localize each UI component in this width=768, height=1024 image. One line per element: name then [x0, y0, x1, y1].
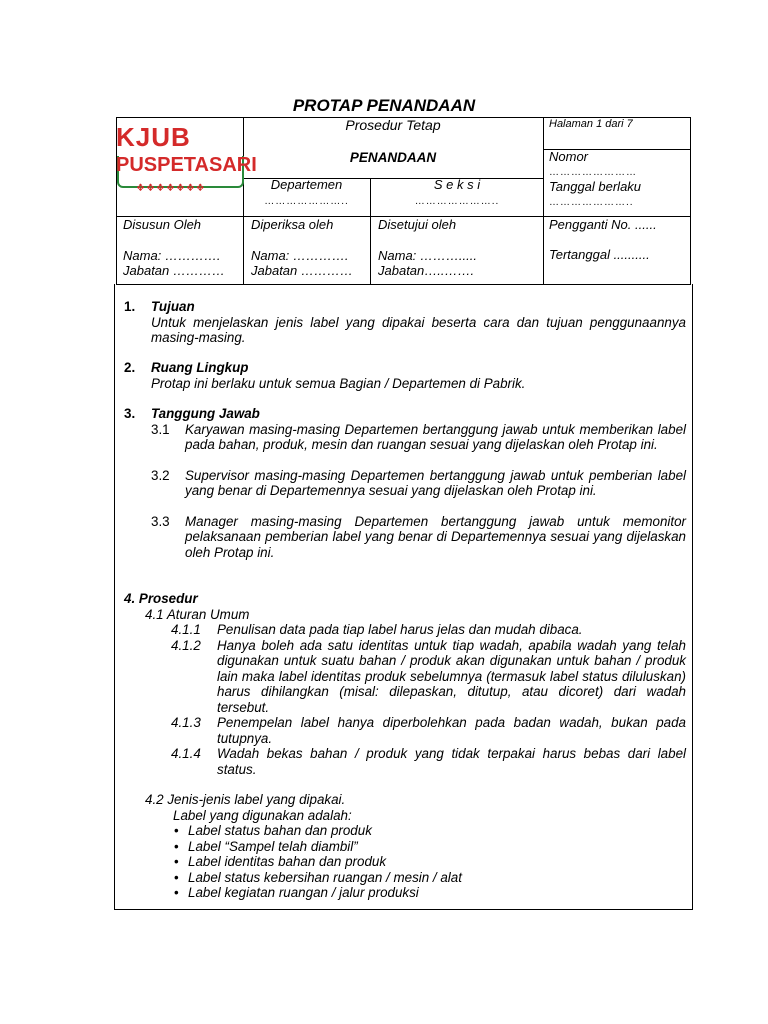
pengganti-no-label: Pengganti No. ......	[549, 217, 657, 232]
nama-disusun: Nama: ………….	[123, 248, 221, 263]
item-text: Penulisan data pada tiap label harus jelas dan mudah dibaca.	[217, 622, 583, 637]
nama-diperiksa: Nama: ………….	[251, 248, 349, 263]
item-text: Hanya boleh ada satu identitas untuk tiap wadah, apabila wadah yang telah digunakan untuk suatu bahan / produk akan digunakan untuk bahan / produk lain maka label identitas produk sebelumnya (termasuk label status diluluskan) harus dihilangkan (misal: dilepaskan, ditutup, atau dicoret) dari wadah tersebut.	[217, 637, 686, 715]
nama-disetujui: Nama: ……….....	[378, 248, 477, 263]
item-text: Penempelan label hanya diperbolehkan pada badan wadah, bukan pada tutupnya.	[217, 715, 686, 746]
disusun-oleh-label: Disusun Oleh	[123, 217, 202, 232]
item-number: 3.3	[151, 513, 170, 529]
item-text: Karyawan masing-masing Departemen bertanggung jawab untuk memberikan label pada bahan, produk, mesin dan ruangan sesuai yang dijelaskan oleh Protap ini.	[185, 421, 686, 452]
logo-kjub: KJUB	[116, 122, 191, 152]
section-title: Tanggung Jawab	[151, 406, 260, 421]
section-ruang-lingkup	[124, 360, 686, 391]
item-text: Manager masing-masing Departemen bertanggung jawab untuk memonitor pelaksanaan pemberian label yang benar di Departemennya sesuai yang dijelaskan oleh Protap ini.	[185, 513, 686, 560]
logo-ornament: ❖❖❖❖❖❖❖	[136, 183, 206, 194]
logo-puspetasari: PUSPETASARI	[116, 154, 257, 176]
item-number: 4.1.4	[171, 746, 201, 761]
penandaan-heading: PENANDAAN	[349, 150, 437, 165]
section-prosedur	[124, 591, 686, 901]
section-title: Ruang Lingkup	[151, 360, 249, 375]
seksi-label: S e k s i	[433, 177, 481, 192]
halaman-label: Halaman 1 dari 7	[549, 118, 633, 130]
section-tanggung-jawab	[124, 406, 686, 560]
section-tujuan	[124, 299, 686, 346]
body-border-right	[692, 284, 693, 910]
section-title: 4. Prosedur	[124, 591, 198, 606]
list-item: • Label identitas bahan dan produk	[172, 854, 686, 870]
header-bottom-border	[116, 284, 691, 285]
list-item: • Label “Sampel telah diambil”	[172, 839, 686, 855]
table-border-right	[690, 117, 691, 285]
dept-seksi-divider	[370, 178, 371, 285]
section-number: 3.	[124, 406, 136, 421]
section-number: 1.	[124, 299, 136, 314]
list-item: • Label status bahan dan produk	[172, 823, 686, 839]
subsection-aturan-umum: 4.1 Aturan Umum	[145, 606, 250, 622]
diperiksa-oleh-label: Diperiksa oleh	[251, 217, 334, 232]
label-list	[124, 823, 686, 901]
list-item: • Label status kebersihan ruangan / mesin / alat	[172, 870, 686, 886]
meta-divider	[543, 117, 544, 285]
label-intro: Label yang digunakan adalah:	[173, 807, 352, 823]
document-title: PROTAP PENANDAAN	[292, 96, 476, 115]
tertanggal-label: Tertanggal ..........	[549, 247, 650, 262]
nomor-label: Nomor	[549, 149, 589, 164]
body-border-bottom	[114, 909, 693, 910]
item-number: 4.1.1	[171, 622, 201, 637]
seksi-value: …………………..	[414, 196, 500, 207]
section-title: Tujuan	[151, 299, 195, 314]
body-border-left	[114, 284, 115, 910]
departemen-value: …………………..	[264, 196, 349, 207]
jabatan-disusun: Jabatan …………	[123, 263, 225, 278]
item-text: Supervisor masing-masing Departemen bertanggung jawab untuk pemberian label yang benar di Departemennya sesuai yang dijelaskan oleh Protap ini.	[185, 467, 686, 498]
tanggal-berlaku-label: Tanggal berlaku	[549, 179, 642, 194]
jabatan-diperiksa: Jabatan …………	[251, 263, 353, 278]
section-text: Protap ini berlaku untuk semua Bagian / Departemen di Pabrik.	[151, 375, 526, 391]
departemen-label: Departemen	[270, 177, 343, 192]
subsection-jenis-label: 4.2 Jenis-jenis label yang dipakai.	[145, 792, 346, 807]
list-item: • Label kegiatan ruangan / jalur produksi	[172, 885, 686, 901]
tanggal-berlaku-value: …………………..	[549, 197, 634, 208]
disetujui-oleh-label: Disetujui oleh	[378, 217, 457, 232]
item-text: Wadah bekas bahan / produk yang tidak terpakai harus bebas dari label status.	[217, 746, 686, 777]
signoff-col-divider	[243, 216, 244, 285]
item-number: 3.1	[151, 421, 170, 437]
item-number: 4.1.3	[171, 715, 201, 730]
section-number: 2.	[124, 360, 136, 375]
item-number: 4.1.2	[171, 637, 201, 653]
prosedur-tetap-label: Prosedur Tetap	[345, 117, 441, 133]
section-text: Untuk menjelaskan jenis label yang dipakai beserta cara dan tujuan penggunaannya masing-masing.	[151, 314, 686, 345]
jabatan-disetujui: Jabatan…..…….	[378, 263, 475, 278]
item-number: 3.2	[151, 467, 170, 483]
nomor-value: ……………………	[549, 167, 637, 178]
